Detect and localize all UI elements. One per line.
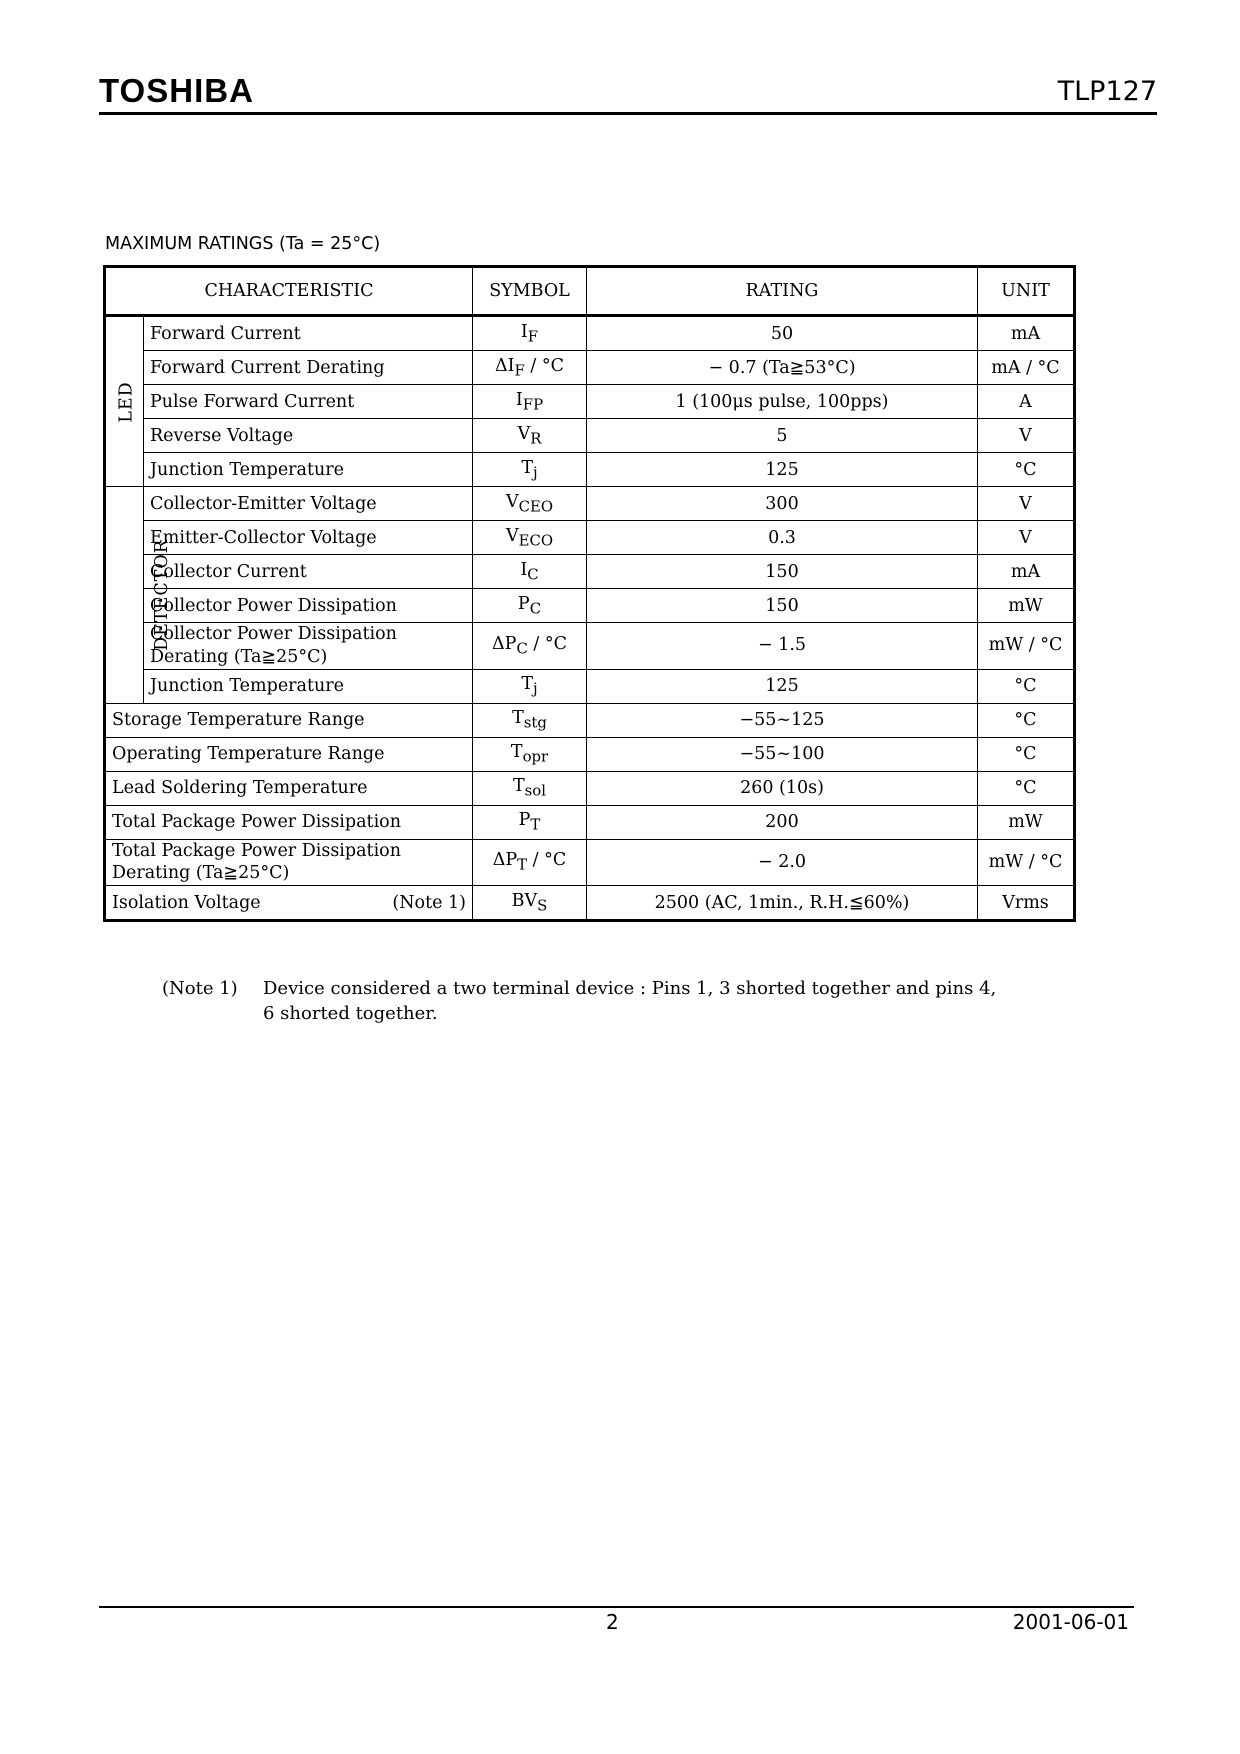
table-row [105, 737, 1075, 771]
symbol-cell [473, 886, 587, 921]
characteristic-text-line2: Derating (Ta≧25°C) [150, 646, 328, 667]
characteristic-text: Forward Current Derating [150, 357, 385, 378]
symbol-cell [473, 839, 587, 886]
symbol-suffix: / °C [527, 850, 567, 871]
unit-cell: A [978, 385, 1075, 419]
group-label-text: LED [116, 380, 137, 423]
characteristic-cell [105, 839, 473, 886]
symbol-main: P [517, 593, 530, 614]
characteristic-cell [144, 487, 473, 521]
symbol-cell [473, 316, 587, 351]
rating-cell: 2500 (AC, 1min., R.H.≦60%) [587, 886, 978, 921]
symbol-subscript: CEO [518, 497, 554, 516]
characteristic-cell [144, 419, 473, 453]
unit-cell: mW [978, 589, 1075, 623]
characteristic-cell [105, 771, 473, 805]
symbol-main: T [510, 742, 523, 763]
unit-cell: mW [978, 805, 1075, 839]
characteristic-cell [144, 351, 473, 385]
table-row [105, 419, 1075, 453]
symbol-main: P [518, 810, 531, 831]
characteristic-text: Pulse Forward Current [150, 391, 355, 412]
characteristic-text: Forward Current [150, 323, 301, 344]
footer-date: 2001-06-01 [1012, 1610, 1129, 1634]
rating-cell: −55~125 [587, 703, 978, 737]
characteristic-cell [144, 555, 473, 589]
symbol-subscript: FP [522, 395, 544, 414]
unit-cell: mA / °C [978, 351, 1075, 385]
table-row [105, 351, 1075, 385]
characteristic-text: Total Package Power Dissipation [112, 840, 401, 861]
footnote-text: Device considered a two terminal device : Pins 1, 3 shorted together and pins 4, 6 shorted together. [263, 978, 997, 1024]
symbol-main: ΔP [492, 633, 517, 654]
symbol-main: I [520, 559, 528, 580]
unit-cell: Vrms [978, 886, 1075, 921]
unit-cell: °C [978, 453, 1075, 487]
unit-cell: V [978, 487, 1075, 521]
symbol-cell [473, 487, 587, 521]
characteristic-text: Storage Temperature Range [112, 710, 365, 730]
symbol-main: I [520, 321, 528, 342]
symbol-cell [473, 453, 587, 487]
characteristic-text: Emitter-Collector Voltage [150, 527, 377, 548]
characteristic-text: Total Package Power Dissipation [112, 812, 401, 832]
rating-cell: 1 (100μs pulse, 100pps) [587, 385, 978, 419]
characteristic-cell [105, 886, 473, 921]
rating-cell: −55~100 [587, 737, 978, 771]
table-row [105, 521, 1075, 555]
symbol-subscript: T [530, 815, 541, 834]
group-label-text: DETECTOR [151, 538, 172, 651]
unit-cell: mA [978, 316, 1075, 351]
characteristic-cell [144, 521, 473, 555]
unit-cell: °C [978, 669, 1075, 703]
symbol-main: T [512, 776, 525, 797]
group-label-detector [105, 487, 172, 704]
symbol-main: V [505, 525, 519, 546]
characteristic-cell [105, 703, 473, 737]
table-row [105, 385, 1075, 419]
table-row [105, 805, 1075, 839]
symbol-subscript: C [527, 565, 539, 584]
characteristic-text: Operating Temperature Range [112, 744, 385, 764]
note-reference: (Note 1) [392, 892, 466, 913]
symbol-main: T [521, 674, 534, 695]
symbol-subscript: S [537, 896, 548, 915]
symbol-cell [473, 737, 587, 771]
characteristic-cell [105, 737, 473, 771]
symbol-subscript: R [530, 429, 542, 448]
symbol-main: BV [511, 890, 538, 911]
symbol-subscript: sol [524, 781, 546, 800]
unit-cell: °C [978, 737, 1075, 771]
symbol-cell [473, 385, 587, 419]
characteristic-text: Collector Power Dissipation [150, 624, 397, 644]
unit-cell: °C [978, 771, 1075, 805]
unit-cell: mW / °C [978, 623, 1075, 670]
rating-cell: 200 [587, 805, 978, 839]
characteristic-cell [144, 453, 473, 487]
characteristic-text: Reverse Voltage [150, 425, 294, 446]
unit-cell: V [978, 419, 1075, 453]
symbol-main: ΔP [492, 850, 518, 871]
symbol-main: V [505, 491, 519, 512]
col-header-symbol: SYMBOL [473, 267, 587, 316]
symbol-suffix: / °C [524, 355, 565, 376]
symbol-cell [473, 351, 587, 385]
characteristic-cell [144, 316, 473, 351]
toshiba-logo: TOSHIBA [99, 72, 254, 109]
table-row [105, 771, 1075, 805]
table-row [105, 316, 1075, 351]
rating-cell: 125 [587, 669, 978, 703]
symbol-main: T [512, 708, 524, 729]
rating-cell: 150 [587, 555, 978, 589]
symbol-cell [473, 521, 587, 555]
unit-cell: mW / °C [978, 839, 1075, 886]
symbol-cell [473, 589, 587, 623]
col-header-unit: UNIT [978, 267, 1075, 316]
rating-cell: − 2.0 [587, 839, 978, 886]
table-row [105, 487, 1075, 521]
table-row [105, 623, 1075, 670]
characteristic-text-line2: Derating (Ta≧25°C) [112, 863, 290, 884]
symbol-main: V [517, 423, 531, 444]
characteristic-text: Junction Temperature [150, 459, 345, 480]
table-row [105, 839, 1075, 886]
characteristic-cell [144, 623, 473, 670]
rating-cell: 5 [587, 419, 978, 453]
rating-cell: 125 [587, 453, 978, 487]
symbol-subscript: F [527, 327, 539, 346]
footer-rule [99, 1606, 1134, 1608]
symbol-main: T [521, 457, 534, 478]
rating-cell: − 0.7 (Ta≧53°C) [587, 351, 978, 385]
symbol-cell [473, 555, 587, 589]
symbol-main: I [515, 389, 523, 410]
characteristic-cell [144, 385, 473, 419]
symbol-cell [473, 805, 587, 839]
characteristic-text: Collector Current [150, 561, 307, 582]
col-header-rating: RATING [587, 267, 978, 316]
table-row [105, 589, 1075, 623]
symbol-subscript: C [516, 639, 528, 658]
rating-cell: 300 [587, 487, 978, 521]
symbol-subscript: stg [523, 713, 547, 732]
symbol-subscript: ECO [518, 531, 554, 550]
characteristic-text: Isolation Voltage [112, 892, 261, 913]
symbol-subscript: opr [522, 747, 549, 766]
characteristic-cell [144, 589, 473, 623]
unit-cell: mA [978, 555, 1075, 589]
symbol-cell [473, 669, 587, 703]
rating-cell: 150 [587, 589, 978, 623]
unit-cell: °C [978, 703, 1075, 737]
table-header-row [105, 267, 1075, 316]
symbol-subscript: F [514, 361, 525, 380]
symbol-cell [473, 419, 587, 453]
characteristic-cell [105, 805, 473, 839]
maximum-ratings-table [103, 265, 1076, 922]
unit-cell: V [978, 521, 1075, 555]
section-title: MAXIMUM RATINGS (Ta = 25°C) [105, 234, 381, 254]
table-row [105, 555, 1075, 589]
characteristic-text: Lead Soldering Temperature [112, 778, 368, 798]
symbol-subscript: C [529, 599, 542, 618]
table-row [105, 886, 1075, 921]
rating-cell: 0.3 [587, 521, 978, 555]
symbol-subscript: j [533, 463, 538, 482]
table-row [105, 703, 1075, 737]
symbol-cell [473, 623, 587, 670]
col-header-characteristic: CHARACTERISTIC [105, 267, 473, 316]
table-row [105, 669, 1075, 703]
page-number: 2 [606, 1610, 619, 1634]
characteristic-text: Collector Power Dissipation [150, 595, 397, 616]
symbol-subscript: j [533, 679, 538, 698]
characteristic-text: Collector-Emitter Voltage [150, 493, 377, 514]
rating-cell: 50 [587, 316, 978, 351]
page-header [99, 68, 1157, 115]
characteristic-text: Junction Temperature [150, 676, 345, 696]
part-number: TLP127 [1057, 76, 1157, 107]
rating-cell: − 1.5 [587, 623, 978, 670]
symbol-suffix: / °C [527, 633, 567, 654]
symbol-cell [473, 703, 587, 737]
symbol-subscript: T [517, 855, 528, 874]
characteristic-cell [144, 669, 473, 703]
table-row [105, 453, 1075, 487]
symbol-main: ΔI [494, 355, 515, 376]
group-label-led [105, 316, 144, 487]
symbol-cell [473, 771, 587, 805]
rating-cell: 260 (10s) [587, 771, 978, 805]
footnote-label: (Note 1) [162, 978, 238, 999]
